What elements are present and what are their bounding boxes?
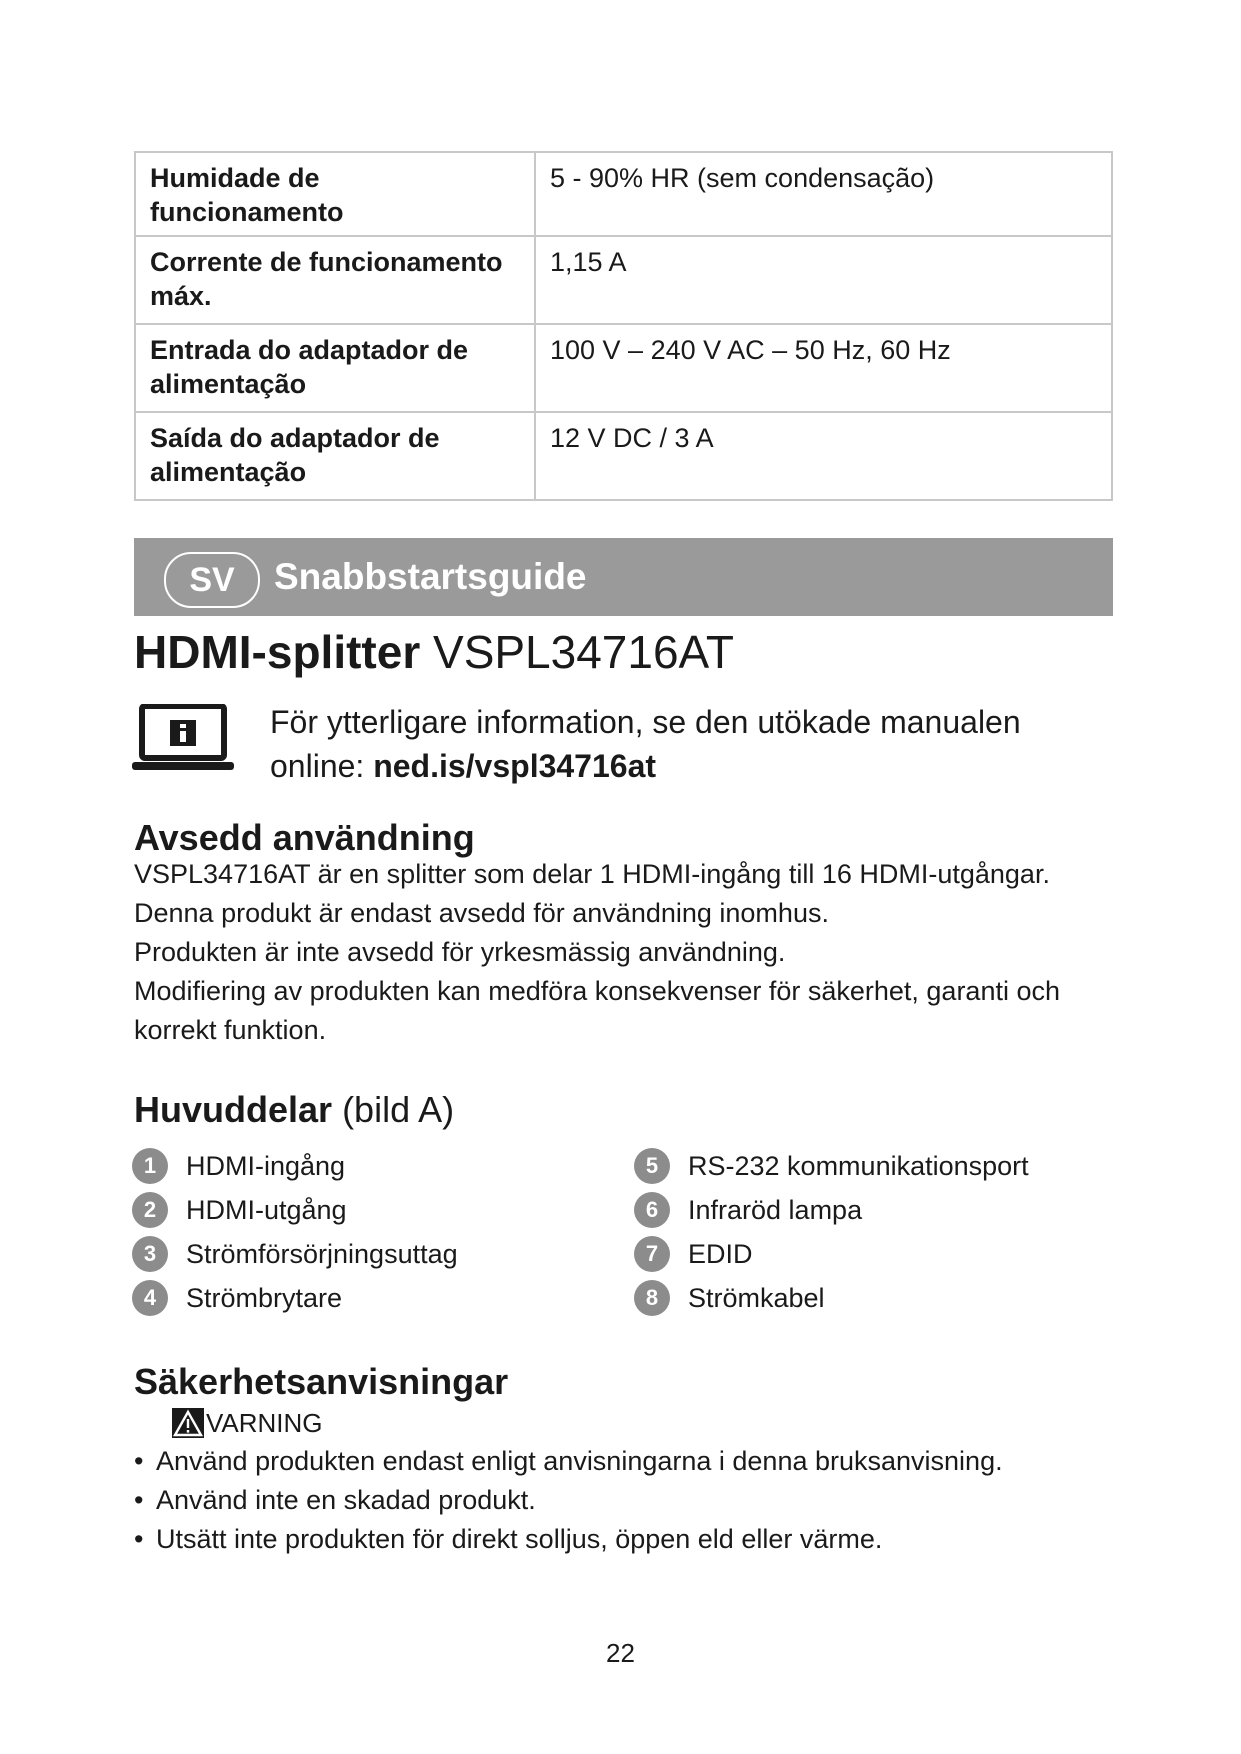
- spec-row: [135, 412, 1112, 500]
- part-label: Infraröd lampa: [688, 1194, 863, 1225]
- page-number: 22: [606, 1638, 635, 1668]
- product-title: [134, 624, 734, 680]
- main-parts-title: Huvuddelar: [134, 1089, 333, 1130]
- main-parts-heading: [134, 1088, 454, 1132]
- spec-label: Humidade de funcionamento: [135, 152, 535, 236]
- info-sentence: För ytterligare information, se den utökade manualen online:: [270, 704, 1021, 784]
- part-label: Strömbrytare: [186, 1282, 343, 1313]
- spec-label: Corrente de funcionamento máx.: [135, 236, 535, 324]
- paragraph: Modifiering av produkten kan medföra konsekvenser för säkerhet, garanti och korrekt funktion.: [134, 976, 1061, 1045]
- spec-label: Saída do adaptador de alimentação: [135, 412, 535, 500]
- safety-bullet-list: [134, 1442, 1124, 1559]
- spec-row: [135, 324, 1112, 412]
- spec-value: 100 V – 240 V AC – 50 Hz, 60 Hz: [535, 324, 1112, 412]
- list-item: • Använd produkten endast enligt anvisningarna i denna bruksanvisning.: [134, 1442, 1124, 1481]
- paragraph: VSPL34716AT är en splitter som delar 1 HDMI-ingång till 16 HDMI-utgångar.: [134, 859, 1050, 889]
- part-label: Strömkabel: [688, 1282, 825, 1313]
- paragraph: Denna produkt är endast avsedd för användning inomhus.: [134, 898, 829, 928]
- manual-url-link[interactable]: ned.is/vspl34716at: [373, 748, 657, 784]
- part-label: RS-232 kommunikationsport: [688, 1150, 1029, 1181]
- language-section-bar: [134, 538, 1113, 616]
- part-label: HDMI-ingång: [186, 1150, 346, 1181]
- safety-heading: Säkerhetsanvisningar: [134, 1361, 509, 1402]
- intended-use-heading: Avsedd användning: [134, 817, 475, 858]
- warning-label-row: [172, 1406, 323, 1440]
- section-title: Snabbstartsguide: [274, 556, 587, 597]
- product-model: VSPL34716AT: [433, 626, 734, 678]
- list-item: [134, 1188, 614, 1232]
- number-badge: 1: [132, 1148, 168, 1184]
- number-badge: 5: [634, 1148, 670, 1184]
- parts-list-right: [636, 1144, 1116, 1320]
- list-item: • Använd inte en skadad produkt.: [134, 1481, 1124, 1520]
- parts-list-left: [134, 1144, 614, 1320]
- list-item: [636, 1144, 1116, 1188]
- part-label: EDID: [688, 1238, 753, 1269]
- spec-table: [134, 151, 1113, 501]
- number-badge: 6: [634, 1192, 670, 1228]
- paragraph: Produkten är inte avsedd för yrkesmässig användning.: [134, 937, 786, 967]
- list-item: • Utsätt inte produkten för direkt solljus, öppen eld eller värme.: [134, 1520, 1124, 1559]
- language-code-badge: SV: [164, 552, 260, 608]
- number-badge: 4: [132, 1280, 168, 1316]
- product-name: HDMI-splitter: [134, 626, 421, 678]
- spec-row: [135, 152, 1112, 236]
- intended-use-text: [134, 855, 1114, 1050]
- info-text: [270, 700, 1090, 788]
- number-badge: 2: [132, 1192, 168, 1228]
- number-badge: 3: [132, 1236, 168, 1272]
- list-item: [636, 1188, 1116, 1232]
- spec-label: Entrada do adaptador de alimentação: [135, 324, 535, 412]
- spec-row: [135, 236, 1112, 324]
- part-label: Strömförsörjningsuttag: [186, 1238, 458, 1269]
- list-item: [636, 1232, 1116, 1276]
- spec-value: 5 - 90% HR (sem condensação): [535, 152, 1112, 236]
- number-badge: 8: [634, 1280, 670, 1316]
- warning-triangle-icon: [172, 1408, 204, 1438]
- part-label: HDMI-utgång: [186, 1194, 347, 1225]
- spec-value: 12 V DC / 3 A: [535, 412, 1112, 500]
- main-parts-ref: (bild A): [342, 1089, 455, 1130]
- number-badge: 7: [634, 1236, 670, 1272]
- list-item: [134, 1276, 614, 1320]
- list-item: [636, 1276, 1116, 1320]
- spec-value: 1,15 A: [535, 236, 1112, 324]
- warning-label: VARNING: [206, 1408, 323, 1438]
- list-item: [134, 1144, 614, 1188]
- laptop-info-icon: [132, 704, 234, 774]
- list-item: [134, 1232, 614, 1276]
